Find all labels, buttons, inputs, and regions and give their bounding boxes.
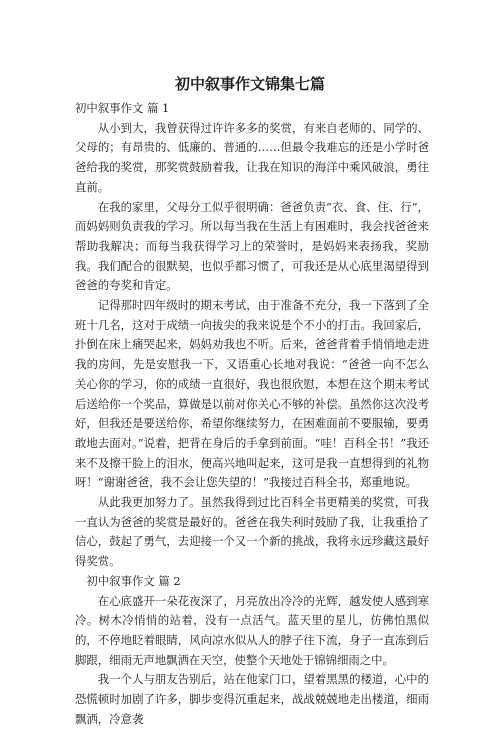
- essay-1-paragraph: 记得那时四年级时的期末考试，由于准备不充分，我一下落到了全班十几名，这对于成绩一向拔尖的我来说是个不小的打击。我回家后，扑倒在床上痛哭起来，妈妈劝我也不听。后来，爸爸背着手悄悄地走进我的房间，先是安慰我一下，又语重心长地对我说：“爸爸一向不怎么关心你的学习，你的成绩一直很好，我也很欣慰，本想在这个期末考试后送给你一个奖品，算做是以前对你关心不够的补偿。虽然你这次没考好，但我还是要送给你，希望你继续努力，在困难面前不要服输，要勇敢地去面对。”说着，把背在身后的手拿到前面。“哇！百科全书！”我还来不及擦干脸上的泪水，便高兴地叫起来，这可是我一直想得到的礼物呀！“谢谢爸爸，我不会让您失望的！”我接过百科全书，郑重地说。: [75, 298, 429, 490]
- document-body: [75, 99, 429, 730]
- essay-1-paragraph: 在我的家里，父母分工似乎很明确：爸爸负责“衣、食、住、行”，而妈妈则负责我的学习。所以每当我在生活上有困难时，我会找爸爸来帮助我解决；而每当我获得学习上的荣誉时，是妈妈来表扬我，奖励我。我们配合的很默契，也似乎都习惯了，可我还是从心底里渴望得到爸爸的夸奖和肯定。: [75, 199, 429, 293]
- essay-2-heading: 初中叙事作文 篇 2: [86, 573, 181, 588]
- document-title: 初中叙事作文锦集七篇: [174, 75, 325, 93]
- essay-1-heading: 初中叙事作文 篇 1: [75, 101, 170, 115]
- essay-2-paragraph: 在心底盛开一朵花夜深了，月亮放出冷冷的光辉，越发使人感到寒冷。树木冷悄悄的站着，没有一点活气。蓝天里的星儿，仿佛怕黑似的，不停地眨着眼睛，风向凉水似从人的脖子往下流，身子一直冻到后脚跟，细雨无声地飘洒在天空，使整个天地处于锦锦细雨之中。: [75, 593, 429, 667]
- essay-1-paragraph: 从此我更加努力了。虽然我得到过比百科全书更精美的奖赏，可我一直认为爸爸的奖赏是最好的。爸爸在我失利时鼓励了我，让我重拾了信心，鼓起了勇气，去迎接一个又一个新的挑战，我将永远珍藏这最好得奖赏。: [75, 495, 429, 569]
- essay-2-paragraph: 我一个人与朋友告别后，站在他家门口，望着黑黑的楼道，心中的恐慌顿时加剧了许多，脚步变得沉重起来，战战兢兢地走出楼道，细雨飘洒，冷意袭: [75, 672, 429, 726]
- essay-1-paragraph: 从小到大，我曾获得过许许多多的奖赏，有来自老师的、同学的、父母的；有昂贵的、低廉的、普通的……但最令我难忘的还是小学时爸爸给我的奖赏，那奖赏鼓励着我，让我在知识的海洋中乘风破浪，勇往直前。: [75, 120, 429, 194]
